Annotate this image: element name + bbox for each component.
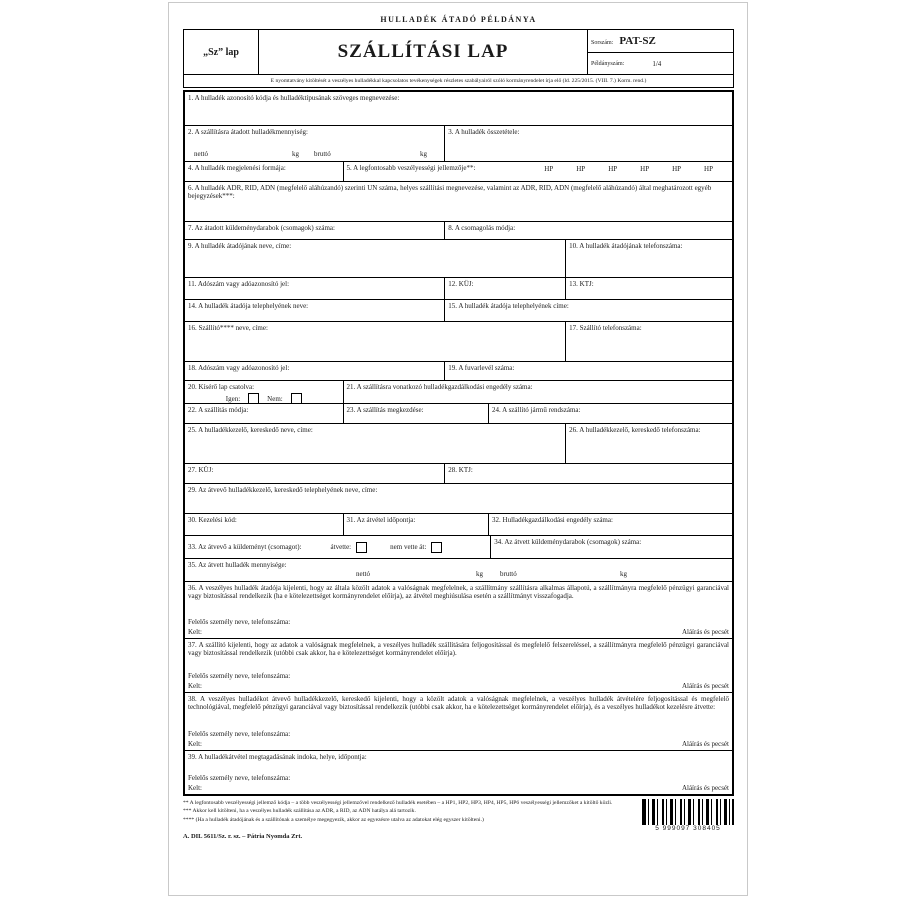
field-5-label: 5. A legfontosabb veszélyességi jellemzője**: <box>346 164 476 172</box>
barcode-block <box>642 799 734 832</box>
row-field-1 <box>185 92 732 125</box>
declaration-36: 36. A veszélyes hulladék átadója kijelenti, hogy az általa közölt adatok a valóságnak megfelelnek, a szállítmány szállításra alkalmas állapotú, a szállítmányra megfelelő pénzügyi garanciával vagy biztosítással rendelkezik (ha e kötelezettséget kormányrendelet előírja), az átvétel meghiúsulása esetén a szállítmányt visszafogadja. <box>188 584 729 601</box>
field-9: 9. A hulladék átadójának neve, címe: <box>188 242 292 250</box>
declaration-37: 37. A szállító kijelenti, hogy az adatok a valóságnak megfelelnek, a veszélyes hulladék szállítására feljogosítással és megfelelő felszereléssel, a szállítmányra megfelelő pénzügyi garanciával vagy biztosítással rendelkezik (utóbbi csak akkor, ha e kötelezettséget kormányrendelet előírja). <box>188 641 729 658</box>
copies-value: 1/4 <box>652 59 662 68</box>
field-21: 21. A szállításra vonatkozó hulladékgazdálkodási engedély száma: <box>343 381 732 403</box>
row-field-36 <box>185 581 732 638</box>
netto-label: nettó <box>356 570 370 578</box>
field-20-label: 20. Kísérő lap csatolva: <box>188 383 255 391</box>
signature-line <box>188 740 729 748</box>
field-35-label: 35. Az átvett hulladék mennyisége: <box>188 561 287 569</box>
hp-label: HP <box>576 165 586 173</box>
field-31: 31. Az átvétel időpontja: <box>343 514 489 535</box>
field-35 <box>185 559 732 581</box>
footnote-1: ** A legfontosabb veszélyességi jellemző kódja – a több veszélyességi jellemzővel rendelkező hulladék esetében – a HP1, HP2, HP3, HP4, HP5, HP6 veszélyességi jellemzőket a kitöltő közli. <box>183 800 613 806</box>
date-label: Kelt: <box>188 739 202 748</box>
field-15: 15. A hulladék átadója telephelyének címe: <box>444 300 732 321</box>
copies-label: Példányszám: <box>591 60 625 67</box>
field-32: 32. Hulladékgazdálkodási engedély száma: <box>488 514 732 535</box>
date-label: Kelt: <box>188 783 202 792</box>
copy-type-label: HULLADÉK ÁTADÓ PÉLDÁNYA <box>380 15 537 24</box>
no-label: Nem: <box>267 394 283 403</box>
checkbox-no[interactable] <box>291 393 302 404</box>
field-34: 34. Az átvett küldeménydarabok (csomagok) száma: <box>490 536 732 558</box>
field-8: 8. A csomagolás módja: <box>444 222 732 239</box>
row-fields-20-21 <box>185 380 732 403</box>
kg-label: kg <box>420 150 427 158</box>
serial-value: PAT-SZ <box>619 35 656 47</box>
printer-imprint: A. DIL 5611/Sz. r. sz. – Pátria Nyomda Zrt. <box>183 833 303 841</box>
yes-label: Igen: <box>225 394 241 403</box>
hp-label: HP <box>672 165 682 173</box>
row-field-38 <box>185 692 732 750</box>
row-fields-18-19 <box>185 361 732 380</box>
field-2-label: 2. A szállításra átadott hulladékmennyiség: <box>188 128 308 136</box>
footnotes <box>183 799 634 842</box>
field-24: 24. A szállító jármű rendszáma: <box>488 404 732 423</box>
row-fields-30-31-32 <box>185 513 732 535</box>
signature-stamp-label: Aláírás és pecsét <box>681 627 729 636</box>
row-fields-33-34 <box>185 535 732 558</box>
field-3: 3. A hulladék összetétele: <box>444 126 732 161</box>
kg-label: kg <box>620 570 627 578</box>
field-33 <box>185 536 490 558</box>
field-35-quantity-line <box>188 570 729 579</box>
field-25: 25. A hulladékkezelő, kereskedő neve, címe: <box>188 426 313 434</box>
signature-stamp-label: Aláírás és pecsét <box>681 681 729 690</box>
field-28: 28. KTJ: <box>444 464 732 483</box>
date-label: Kelt: <box>188 627 202 636</box>
serial-label: Sorszám: <box>591 40 614 46</box>
responsible-person-label: Felelős személy neve, telefonszáma: <box>188 617 291 626</box>
field-33-options <box>188 542 487 553</box>
signature-stamp-label: Aláírás és pecsét <box>681 739 729 748</box>
hp-label: HP <box>608 165 618 173</box>
hp-label: HP <box>544 165 554 173</box>
row-fields-11-12-13 <box>185 277 732 299</box>
field-22: 22. A szállítás módja: <box>188 406 249 414</box>
field-39 <box>185 751 732 794</box>
row-fields-7-8 <box>185 221 732 239</box>
field-23: 23. A szállítás megkezdése: <box>343 404 489 423</box>
field-37 <box>185 639 732 692</box>
netto-label: nettó <box>194 150 208 158</box>
signature-line <box>188 682 729 690</box>
kg-label: kg <box>476 570 483 578</box>
form-sheet <box>168 2 748 896</box>
signature-line <box>188 784 729 792</box>
field-12: 12. KÜJ: <box>444 278 565 299</box>
responsible-person-label: Felelős személy neve, telefonszáma: <box>188 773 291 782</box>
brutto-label: bruttó <box>500 570 517 578</box>
field-5 <box>343 162 732 181</box>
field-39-label: 39. A hulladékátvétel megtagadásának indoka, helye, időpontja: <box>188 753 367 761</box>
declaration-38: 38. A veszélyes hulladékot átvevő hulladékkezelő, kereskedő kijelenti, hogy a közölt adatok a valóságnak megfelelnek, a veszélyes hulladék átvételére feljogosítással és megfelelő technológiával, megfelelő pénzügyi garanciával vagy biztosítással rendelkezik (utóbbi csak akkor, ha e kötelezettséget kormányrendelet előírja), és a veszélyes hulladékot kezelésre átvette: <box>188 695 729 712</box>
field-36 <box>185 582 732 638</box>
hp-label: HP <box>640 165 650 173</box>
responsible-person-label: Felelős személy neve, telefonszáma: <box>188 729 291 738</box>
field-2 <box>185 126 444 161</box>
responsible-person-label: Felelős személy neve, telefonszáma: <box>188 671 291 680</box>
barcode-digits: 5 999097 308405 <box>655 825 721 832</box>
copies-row <box>588 53 733 74</box>
field-38 <box>185 693 732 750</box>
field-13: 13. KTJ: <box>565 278 732 299</box>
form-grid <box>183 90 734 796</box>
date-label: Kelt: <box>188 681 202 690</box>
footnote-2: *** Akkor kell kitölteni, ha a veszélyes hulladék szállítása az ADR, a RID, az ADN hatálya alá tartozik. <box>183 808 416 815</box>
form-header <box>183 29 734 75</box>
checkbox-accepted[interactable] <box>356 542 367 553</box>
barcode-icon <box>642 799 734 825</box>
field-2-quantity-line <box>188 150 441 159</box>
row-field-37 <box>185 638 732 692</box>
row-fields-16-17 <box>185 321 732 361</box>
checkbox-yes[interactable] <box>248 393 259 404</box>
field-20-options <box>188 393 340 404</box>
field-20 <box>185 381 343 403</box>
field-7: 7. Az átadott küldeménydarabok (csomagok) száma: <box>188 224 335 232</box>
row-field-6 <box>185 181 732 221</box>
checkbox-rejected[interactable] <box>431 542 442 553</box>
field-16: 16. Szállító**** neve, címe: <box>188 324 268 332</box>
signature-line <box>188 628 729 636</box>
field-14: 14. A hulladék átadója telephelyének neve: <box>188 302 309 310</box>
serial-row <box>588 30 733 53</box>
serial-box <box>587 30 733 74</box>
row-fields-9-10 <box>185 239 732 277</box>
field-29: 29. Az átvevő hulladékkezelő, kereskedő telephelyének neve, címe: <box>188 486 378 494</box>
row-fields-22-23-24 <box>185 403 732 423</box>
field-19: 19. A fuvarlevél száma: <box>444 362 732 380</box>
form-title: SZÁLLÍTÁSI LAP <box>337 41 509 62</box>
field-26: 26. A hulladékkezelő, kereskedő telefonszáma: <box>565 424 732 463</box>
sheet-code: „Sz” lap <box>184 30 259 74</box>
row-fields-2-3 <box>185 125 732 161</box>
row-field-35 <box>185 558 732 581</box>
row-field-29 <box>185 483 732 513</box>
field-11: 11. Adószám vagy adóazonosító jel: <box>188 280 290 288</box>
accepted-label: átvette: <box>330 542 352 551</box>
field-33-label: 33. Az átvevő a küldeményt (csomagot): <box>188 542 302 551</box>
field-4: 4. A hulladék megjelenési formája: <box>188 164 286 172</box>
row-fields-14-15 <box>185 299 732 321</box>
field-30: 30. Kezelési kód: <box>188 516 237 524</box>
brutto-label: bruttó <box>314 150 331 158</box>
hp-list <box>544 165 729 173</box>
field-10: 10. A hulladék átadójának telefonszáma: <box>565 240 732 277</box>
footnote-3: **** (Ha a hulladék átadójának és a szállítónak a személye megegyezik, akkor az egyezésre utalva az adatokat elég egyszer kitölteni.) <box>183 816 484 823</box>
regulation-notice: E nyomtatvány kitöltését a veszélyes hulladékkal kapcsolatos tevékenységek részletes szabályairól szóló kormányrendelet írja elő (ld. 225/2015. (VIII. 7.) Korm. rend.) <box>183 75 734 88</box>
field-6: 6. A hulladék ADR, RID, ADN (megfelelő aláhúzandó) szerinti UN száma, helyes szállítási megnevezése, valamint az ADR, RID, ADN (megfelelő aláhúzandó) által meghatározott egyéb bejegyzések***: <box>188 184 712 201</box>
field-27: 27. KÜJ: <box>188 466 214 474</box>
row-field-39 <box>185 750 732 794</box>
hp-label: HP <box>704 165 713 173</box>
field-18: 18. Adószám vagy adóazonosító jel: <box>188 364 290 372</box>
signature-stamp-label: Aláírás és pecsét <box>681 783 729 792</box>
field-1: 1. A hulladék azonosító kódja és hulladéktípusának szöveges megnevezése: <box>188 94 400 102</box>
row-fields-25-26 <box>185 423 732 463</box>
field-17: 17. Szállító telefonszáma: <box>565 322 732 361</box>
kg-label: kg <box>292 150 299 158</box>
row-fields-27-28 <box>185 463 732 483</box>
rejected-label: nem vette át: <box>390 542 427 551</box>
row-fields-4-5 <box>185 161 732 181</box>
form-footer <box>183 799 734 842</box>
